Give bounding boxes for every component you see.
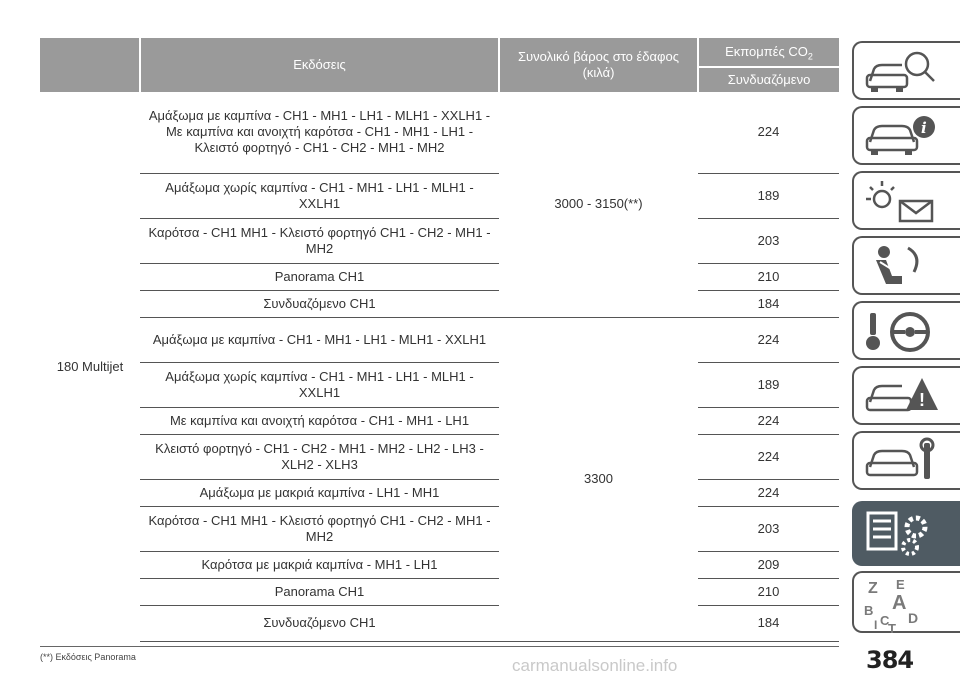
version-cell: Κλειστό φορτηγό - CH1 - CH2 - MH1 - MH2 - LH2 - LH3 - XLH2 - XLH3 [140, 434, 499, 479]
version-cell: Panorama CH1 [140, 263, 499, 290]
index-letter: Z [868, 580, 878, 597]
nav-tab-warning-lights[interactable] [852, 171, 960, 230]
car-info-icon [862, 112, 952, 162]
co2-cell: 224 [698, 407, 839, 434]
header-combined: Συνδυαζόμενο [698, 67, 839, 92]
car-breakdown-icon [862, 372, 952, 422]
footer-rule [40, 646, 839, 647]
emissions-table [40, 38, 839, 642]
version-cell: Καρότσα - CH1 MH1 - Κλειστό φορτηγό CH1 - CH2 - MH1 - MH2 [140, 218, 499, 263]
steering-key-icon [862, 307, 952, 357]
footnote: (**) Εκδόσεις Panorama [40, 652, 136, 662]
specifications-icon [862, 507, 952, 563]
co2-cell: 210 [698, 263, 839, 290]
nav-tab-safety[interactable] [852, 236, 960, 295]
nav-tab-emergency[interactable] [852, 366, 960, 425]
header-emissions: Εκπομπές $CO_2$ [698, 38, 839, 67]
airbag-seat-icon [862, 242, 952, 292]
page-number: 384 [866, 646, 914, 674]
version-cell: Αμάξωμα με καμπίνα - CH1 - MH1 - LH1 - MLH1 - XXLH1 [140, 317, 499, 362]
nav-tab-car-info[interactable] [852, 106, 960, 165]
header-versions: Εκδόσεις [140, 38, 499, 92]
co2-cell: 224 [698, 434, 839, 479]
co2-cell: 224 [698, 92, 839, 173]
co2-cell: 203 [698, 218, 839, 263]
weight-cell: 3300 [499, 317, 698, 641]
co2-cell: 209 [698, 551, 839, 578]
version-cell: Καρότσα - CH1 MH1 - Κλειστό φορτηγό CH1 - CH2 - MH1 - MH2 [140, 506, 499, 551]
svg-text:!: ! [919, 390, 925, 410]
version-cell: Αμάξωμα χωρίς καμπίνα - CH1 - MH1 - LH1 - MLH1 - XXLH1 [140, 362, 499, 407]
version-cell: Panorama CH1 [140, 578, 499, 605]
model-cell: 180 Multijet [56, 358, 124, 374]
nav-tab-alphabetical-index[interactable] [852, 571, 960, 633]
header-weight: Συνολικό βάρος στο έδαφος (κιλά) [499, 38, 698, 92]
index-letter: E [896, 577, 905, 592]
car-search-icon [862, 47, 952, 97]
index-letter: B [864, 603, 874, 618]
watermark: carmanualsonline.info [512, 656, 678, 675]
header-model [40, 38, 140, 92]
co2-cell: 184 [698, 290, 839, 317]
co2-cell: 189 [698, 362, 839, 407]
co2-cell: 210 [698, 578, 839, 605]
co2-cell: 184 [698, 605, 839, 641]
nav-tab-specifications[interactable] [852, 501, 960, 566]
nav-tab-maintenance[interactable] [852, 431, 960, 490]
nav-tab-car-search[interactable] [852, 41, 960, 100]
version-cell: Συνδυαζόμενο CH1 [140, 605, 499, 641]
alphabetical-index-icon [862, 577, 952, 633]
co2-cell: 224 [698, 317, 839, 362]
co2-cell: 224 [698, 479, 839, 506]
version-cell: Αμάξωμα με καμπίνα - CH1 - MH1 - LH1 - MLH1 - XXLH1 - Με καμπίνα και ανοιχτή καρότσα - CH1 - MH1 - LH1 - Κλειστό φορτηγό - CH1 - CH2 - MH1 - MH2 [140, 92, 499, 173]
version-cell: Αμάξωμα με μακριά καμπίνα - LH1 - MH1 [140, 479, 499, 506]
index-letter: I [874, 618, 878, 632]
version-cell: Με καμπίνα και ανοιχτή καρότσα - CH1 - MH1 - LH1 [140, 407, 499, 434]
index-letter: A [892, 592, 907, 614]
index-letter: D [908, 610, 919, 626]
nav-tab-starting-driving[interactable] [852, 301, 960, 360]
version-cell: Αμάξωμα χωρίς καμπίνα - CH1 - MH1 - LH1 - MLH1 - XXLH1 [140, 173, 499, 218]
index-letter: T [888, 621, 896, 633]
co2-cell: 203 [698, 506, 839, 551]
weight-cell: 3000 - 3150(**) [499, 92, 698, 317]
car-maintenance-icon [862, 437, 952, 487]
svg-text:i: i [921, 119, 927, 137]
warning-lights-icon [862, 177, 952, 227]
version-cell: Καρότσα με μακριά καμπίνα - MH1 - LH1 [140, 551, 499, 578]
co2-cell: 189 [698, 173, 839, 218]
index-letter: C [880, 613, 890, 628]
version-cell: Συνδυαζόμενο CH1 [140, 290, 499, 317]
